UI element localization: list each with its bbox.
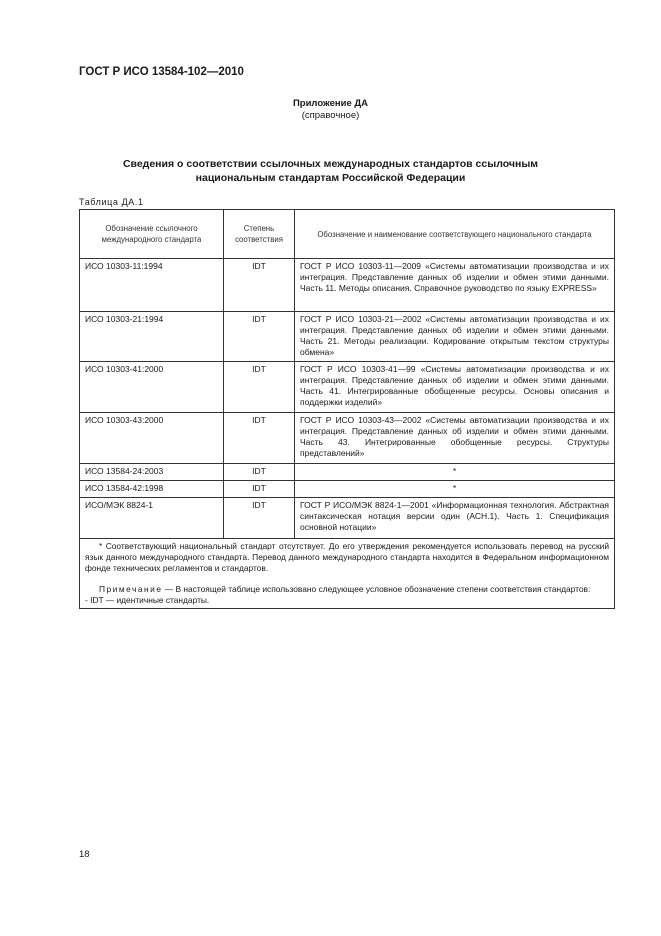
section-title-line-2: национальным стандартам Российской Федерации <box>195 172 466 184</box>
cell-international: ИСО 10303-43:2000 <box>80 413 224 464</box>
section-title <box>0 157 661 185</box>
appendix-title: Приложение ДА <box>292 98 369 109</box>
table-row <box>80 481 615 498</box>
cell-national: ГОСТ Р ИСО 10303-21—2002 «Системы автоматизации производства и их интеграция. Представление данных об изделии и обмен этими данными. Часть 21. Методы реализации. Кодирование открытым текстом структуры обмена» <box>295 312 615 362</box>
table-row <box>80 498 615 539</box>
table-row <box>80 464 615 481</box>
table-label: Таблица ДА.1 <box>79 197 144 207</box>
cell-international: ИСО 13584-42:1998 <box>80 481 224 498</box>
header-degree: Степень соответствия <box>224 210 295 259</box>
cell-international: ИСО 10303-41:2000 <box>80 362 224 413</box>
cell-degree: IDT <box>224 464 295 481</box>
table-note <box>85 584 609 595</box>
cell-international: ИСО 10303-11:1994 <box>80 259 224 312</box>
cell-degree: IDT <box>224 312 295 362</box>
table-footer-row <box>80 539 615 609</box>
cell-degree: IDT <box>224 481 295 498</box>
cell-national: * <box>295 481 615 498</box>
cell-national: ГОСТ Р ИСО 10303-43—2002 «Системы автоматизации производства и их интеграция. Представление данных об изделии и обмен этими данными. Часть 43. Интегрированные обобщенные ресурсы. Структуры представлений» <box>295 413 615 464</box>
header-national-standard: Обозначение и наименование соответствующего национального стандарта <box>295 210 615 259</box>
footnote: * Соответствующий национальный стандарт отсутствует. До его утверждения рекомендуется использовать перевод на русский язык данного международного стандарта. Перевод данного международного стандарта находится в Федеральном информационном фонде технических регламентов и стандартов. <box>85 541 609 573</box>
cell-degree: IDT <box>224 498 295 539</box>
note-label: Примечание <box>99 584 163 594</box>
table-footer <box>80 539 615 609</box>
document-code: ГОСТ Р ИСО 13584-102—2010 <box>79 66 244 78</box>
cell-national: ГОСТ Р ИСО 10303-11—2009 «Системы автоматизации производства и их интеграция. Представление данных об изделии и обмен этими данными. Часть 11. Методы описания. Справочное руководство по языку EXPRESS» <box>295 259 615 312</box>
cell-international: ИСО/МЭК 8824-1 <box>80 498 224 539</box>
note-item: - IDT — идентичные стандарты. <box>85 595 210 605</box>
header-international-standard: Обозначение ссылочного международного стандарта <box>80 210 224 259</box>
section-title-line-1: Сведения о соответствии ссылочных международных стандартов ссылочным <box>122 158 539 170</box>
cell-national: ГОСТ Р ИСО 10303-41—99 «Системы автоматизации производства и их интеграция. Представление данных об изделии и обмен этими данными. Часть 41. Интегрированные обобщенные ресурсы. Основы описания и поддержки изделий» <box>295 362 615 413</box>
table-row <box>80 259 615 312</box>
cell-degree: IDT <box>224 413 295 464</box>
table-row <box>80 312 615 362</box>
table-row <box>80 413 615 464</box>
cell-international: ИСО 10303-21:1994 <box>80 312 224 362</box>
page-number: 18 <box>79 849 90 860</box>
table-row <box>80 362 615 413</box>
table-header-row <box>80 210 615 259</box>
cell-degree: IDT <box>224 362 295 413</box>
cell-degree: IDT <box>224 259 295 312</box>
appendix-subtitle: (справочное) <box>301 110 360 121</box>
appendix-heading <box>0 98 661 122</box>
note-text: — В настоящей таблице использовано следующее условное обозначение степени соответствия стандартов: <box>162 584 591 594</box>
cell-national: * <box>295 464 615 481</box>
cell-international: ИСО 13584-24:2003 <box>80 464 224 481</box>
cell-national: ГОСТ Р ИСО/МЭК 8824-1—2001 «Информационная технология. Абстрактная синтаксическая нотация версии один (АСН.1). Часть 1. Спецификация основной нотации» <box>295 498 615 539</box>
correspondence-table <box>79 209 615 609</box>
